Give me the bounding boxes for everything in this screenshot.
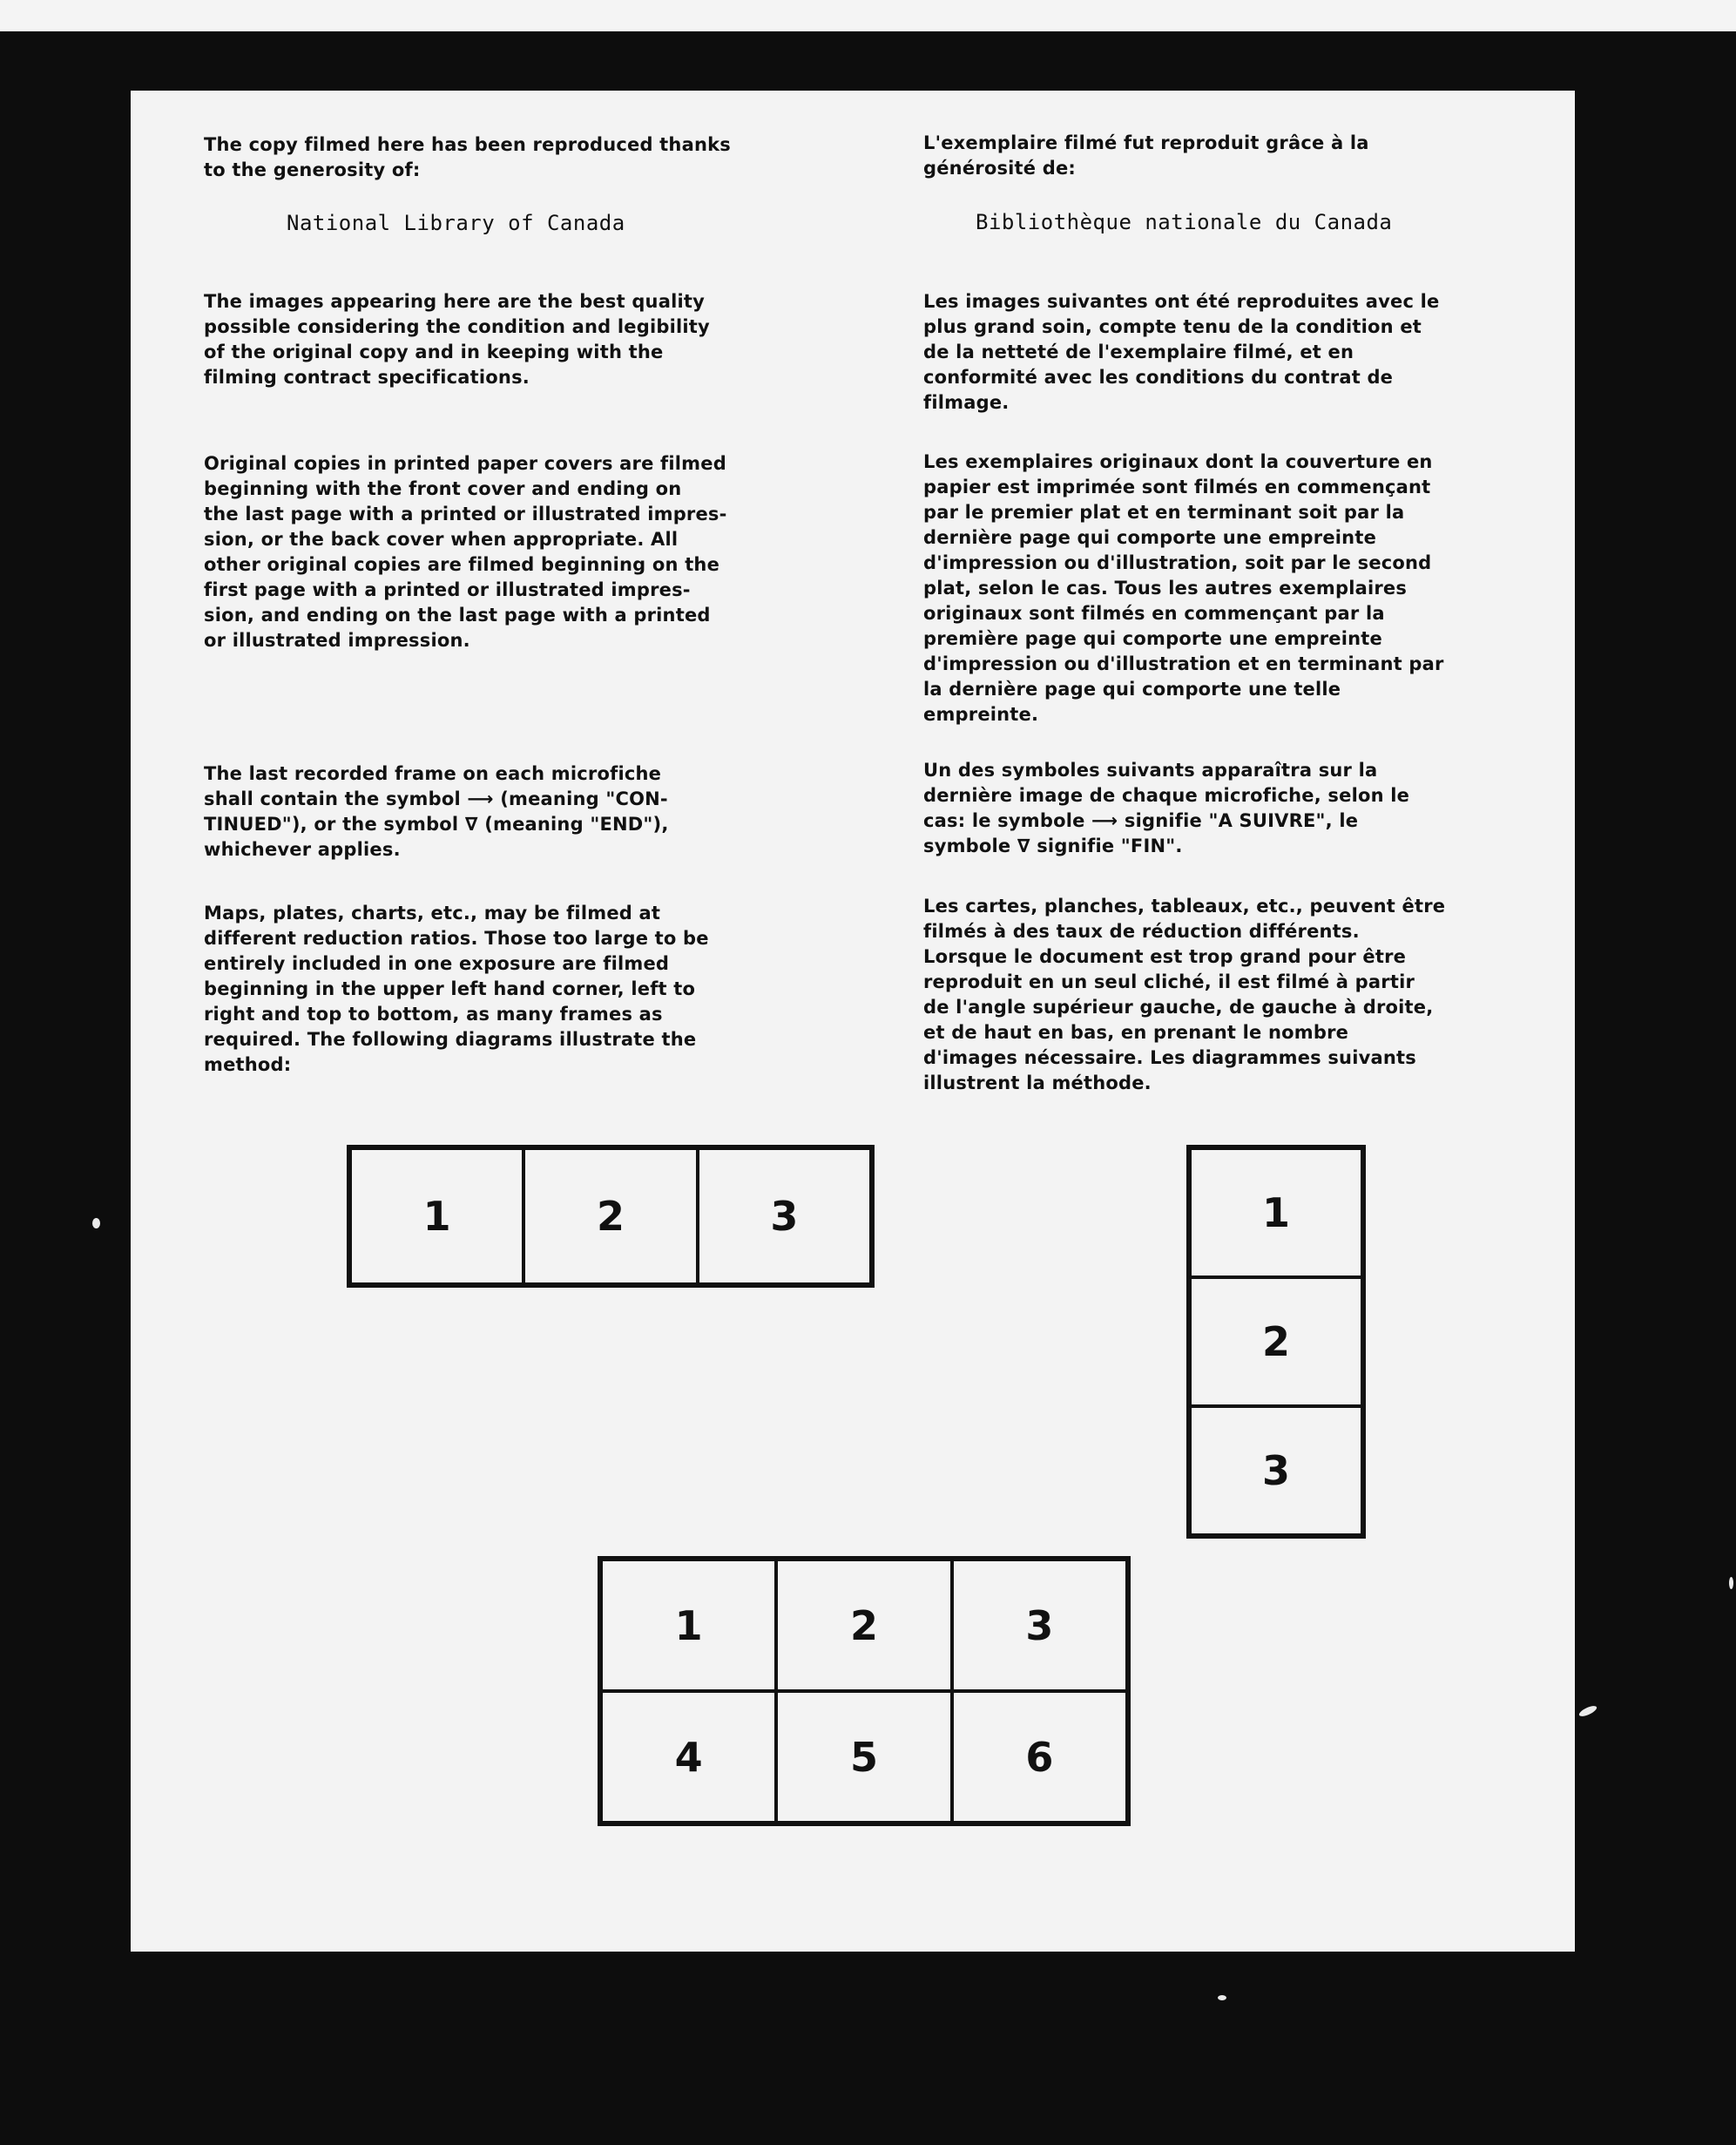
- film-speck: [1729, 1577, 1733, 1589]
- fr-original-copies-text: Les exemplaires originaux dont la couverture en papier est imprimée sont filmés en commençant par le premier plat et en terminant soit par la dernière page qui comporte une empreinte d'impression ou d'illustration, soit par le second plat, selon le cas. Tous les autres exemplaires originaux sont filmés en commençant par la première page qui comporte une empreinte d'impression ou d'illustration et en terminant par la dernière page qui comporte une telle empreinte.: [923, 451, 1444, 725]
- frame-cell: 2: [524, 1148, 697, 1284]
- en-symbols-text: The last recorded frame on each microfiche shall contain the symbol ⟶ (meaning "CON- TINUED"), or the symbol ∇ (meaning "END"), whichever applies.: [204, 763, 669, 860]
- fr-image-quality-text: Les images suivantes ont été reproduites avec le plus grand soin, compte tenu de la condition et de la netteté de l'exemplaire filmé, et en conformité avec les conditions du contrat de filmage.: [923, 291, 1440, 413]
- frame-cell: 3: [952, 1560, 1127, 1691]
- film-top-edge: [0, 0, 1736, 31]
- frame-cell: 2: [1190, 1277, 1362, 1406]
- fr-copy-filmed-text: L'exemplaire filmé fut reproduit grâce à la générosité de:: [923, 132, 1369, 179]
- frame-cell: 2: [776, 1560, 951, 1691]
- film-speck: [1218, 1995, 1226, 2000]
- en-original-copies-text: Original copies in printed paper covers are filmed beginning with the front cover and ending on the last page with a printed or illustrated impres- sion, or the back cover when appropriate. All other original copies are filmed beginning on the first page with a printed or illustrated impres- sion, and ending on the last page with a printed or illustrated impression.: [204, 453, 727, 651]
- frame-cell: 1: [1190, 1148, 1362, 1277]
- en-maps-plates-text: Maps, plates, charts, etc., may be filmed at different reduction ratios. Those too large to be entirely included in one exposure are filmed beginning in the upper left hand corner, left to right and top to bottom, as many frames as required. The following diagrams illustrate the method:: [204, 903, 709, 1075]
- frame-cell: 4: [601, 1691, 776, 1823]
- en-copy-filmed-text: The copy filmed here has been reproduced thanks to the generosity of:: [204, 134, 731, 180]
- frame-cell: 5: [776, 1691, 951, 1823]
- frame-cell: 3: [1190, 1406, 1362, 1535]
- en-library-credit: National Library of Canada: [287, 211, 625, 235]
- diagram-grid-of-six: [598, 1556, 1131, 1826]
- frame-cell: 6: [952, 1691, 1127, 1823]
- diagram-row-of-three: [347, 1145, 875, 1288]
- film-speck: [1577, 1704, 1598, 1719]
- film-speck: [92, 1218, 100, 1228]
- frame-cell: 3: [698, 1148, 871, 1284]
- fr-symbols-text: Un des symboles suivants apparaîtra sur la dernière image de chaque microfiche, selon le cas: le symbole ⟶ signifie "A SUIVRE", le symbole ∇ signifie "FIN".: [923, 760, 1410, 856]
- frame-cell: 1: [601, 1560, 776, 1691]
- frame-cell: 1: [350, 1148, 524, 1284]
- en-image-quality-text: The images appearing here are the best quality possible considering the condition and legibility of the original copy and in keeping with the filming contract specifications.: [204, 291, 710, 388]
- fr-maps-plates-text: Les cartes, planches, tableaux, etc., peuvent être filmés à des taux de réduction différents. Lorsque le document est trop grand pour être reproduit en un seul cliché, il est filmé à partir de l'angle supérieur gauche, de gauche à droite, et de haut en bas, en prenant le nombre d'images nécessaire. Les diagrammes suivants illustrent la méthode.: [923, 896, 1446, 1093]
- microfiche-target-page: [131, 91, 1575, 1952]
- fr-library-credit: Bibliothèque nationale du Canada: [976, 210, 1393, 234]
- diagram-column-of-three: [1186, 1145, 1366, 1539]
